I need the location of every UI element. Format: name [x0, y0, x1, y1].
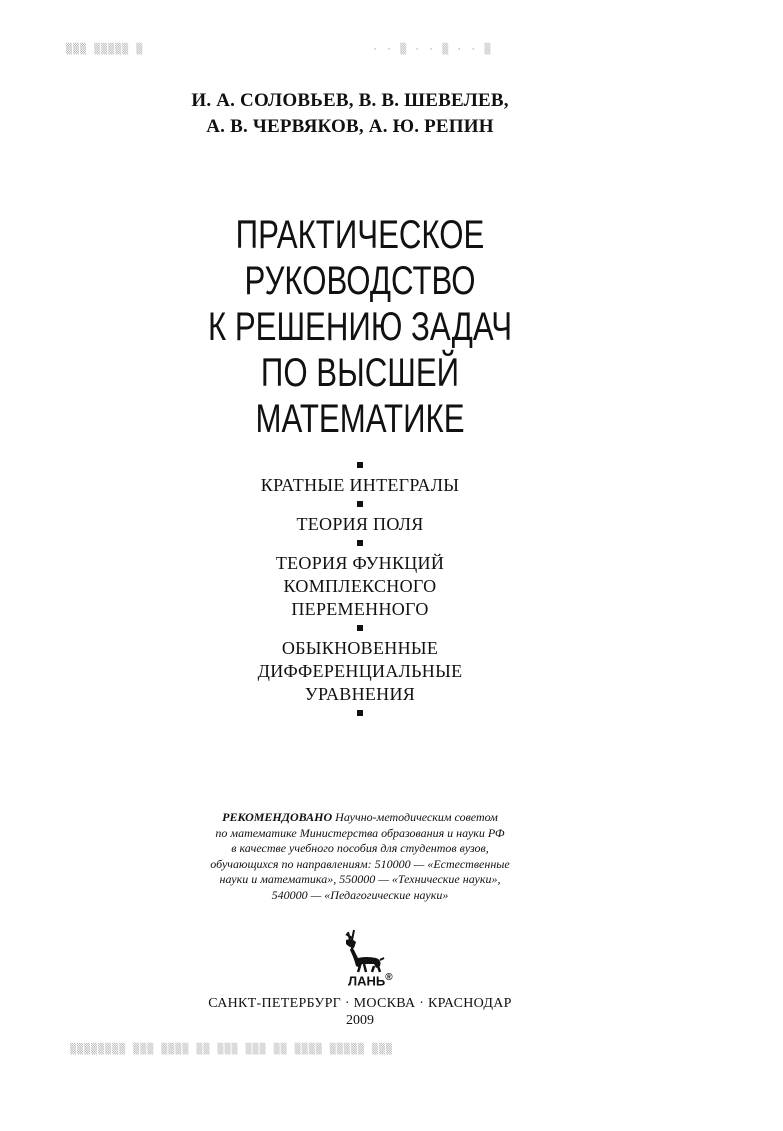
recommendation-line: по математике Министерства образования и науки РФ	[215, 825, 505, 840]
publisher-logo-text	[348, 972, 393, 988]
recommendation-block	[150, 810, 570, 903]
title-line: ПРАКТИЧЕСКОЕ	[235, 213, 485, 257]
publication-cities: САНКТ-ПЕТЕРБУРГ · МОСКВА · КРАСНОДАР	[208, 996, 512, 1011]
topic-line: ТЕОРИЯ ФУНКЦИЙ	[275, 553, 445, 573]
title-line: РУКОВОДСТВО	[244, 259, 476, 303]
authors-line: И. А. СОЛОВЬЕВ, В. В. ШЕВЕЛЕВ,	[191, 90, 509, 111]
recommendation-line: в качестве учебного пособия для студентов вузов,	[231, 841, 489, 855]
title-line: МАТЕМАТИКЕ	[255, 397, 465, 441]
publisher-name: ЛАНЬ	[348, 973, 386, 989]
recommendation-line	[150, 810, 570, 826]
topics-list	[0, 458, 720, 722]
topic-line: КОМПЛЕКСНОГО	[283, 576, 437, 596]
bullet-separator	[357, 710, 363, 716]
book-title	[79, 212, 641, 442]
topic-item	[0, 474, 720, 497]
topic-item	[0, 513, 720, 536]
title-line: ПО ВЫСШЕЙ	[260, 351, 460, 395]
topic-line: ДИФФЕРЕНЦИАЛЬНЫЕ	[257, 661, 463, 681]
authors-line: А. В. ЧЕРВЯКОВ, А. Ю. РЕПИН	[206, 116, 494, 137]
title-line: К РЕШЕНИЮ ЗАДАЧ	[207, 305, 513, 349]
topic-item	[0, 637, 720, 706]
recommendation-first-rest: Научно-методическим советом	[332, 810, 498, 824]
bullet-separator	[357, 540, 363, 546]
registered-mark: ®	[385, 972, 393, 983]
topic-item	[0, 552, 720, 621]
scan-artifact-top-right: · · ▒ · · ▒ · · ▒	[372, 44, 492, 55]
publication-year: 2009	[346, 1013, 374, 1028]
recommendation-line: науки и математика», 550000 — «Технические науки»,	[219, 872, 501, 886]
topic-line: ОБЫКНОВЕННЫЕ	[281, 638, 439, 658]
bullet-separator	[357, 501, 363, 507]
recommendation-line: 540000 — «Педагогические науки»	[271, 887, 449, 902]
scan-artifact-bottom: ▒▒▒▒▒▒▒▒ ▒▒▒ ▒▒▒▒ ▒▒ ▒▒▒ ▒▒▒ ▒▒ ▒▒▒▒ ▒▒▒▒▒ ▒▒▒	[70, 1044, 393, 1055]
bullet-separator	[357, 462, 363, 468]
topic-line: ПЕРЕМЕННОГО	[291, 599, 429, 619]
topic-line: УРАВНЕНИЯ	[304, 684, 416, 704]
scan-artifact-top-left: ▒▒▒ ▒▒▒▒▒ ▒	[66, 44, 144, 55]
bullet-separator	[357, 625, 363, 631]
topic-line: ТЕОРИЯ ПОЛЯ	[296, 514, 424, 534]
recommendation-line: обучающихся по направлениям: 510000 — «Естественные	[210, 856, 510, 871]
topic-line: КРАТНЫЕ ИНТЕГРАЛЫ	[260, 475, 460, 495]
authors-block	[0, 88, 700, 140]
recommendation-lead: РЕКОМЕНДОВАНО	[222, 810, 333, 824]
